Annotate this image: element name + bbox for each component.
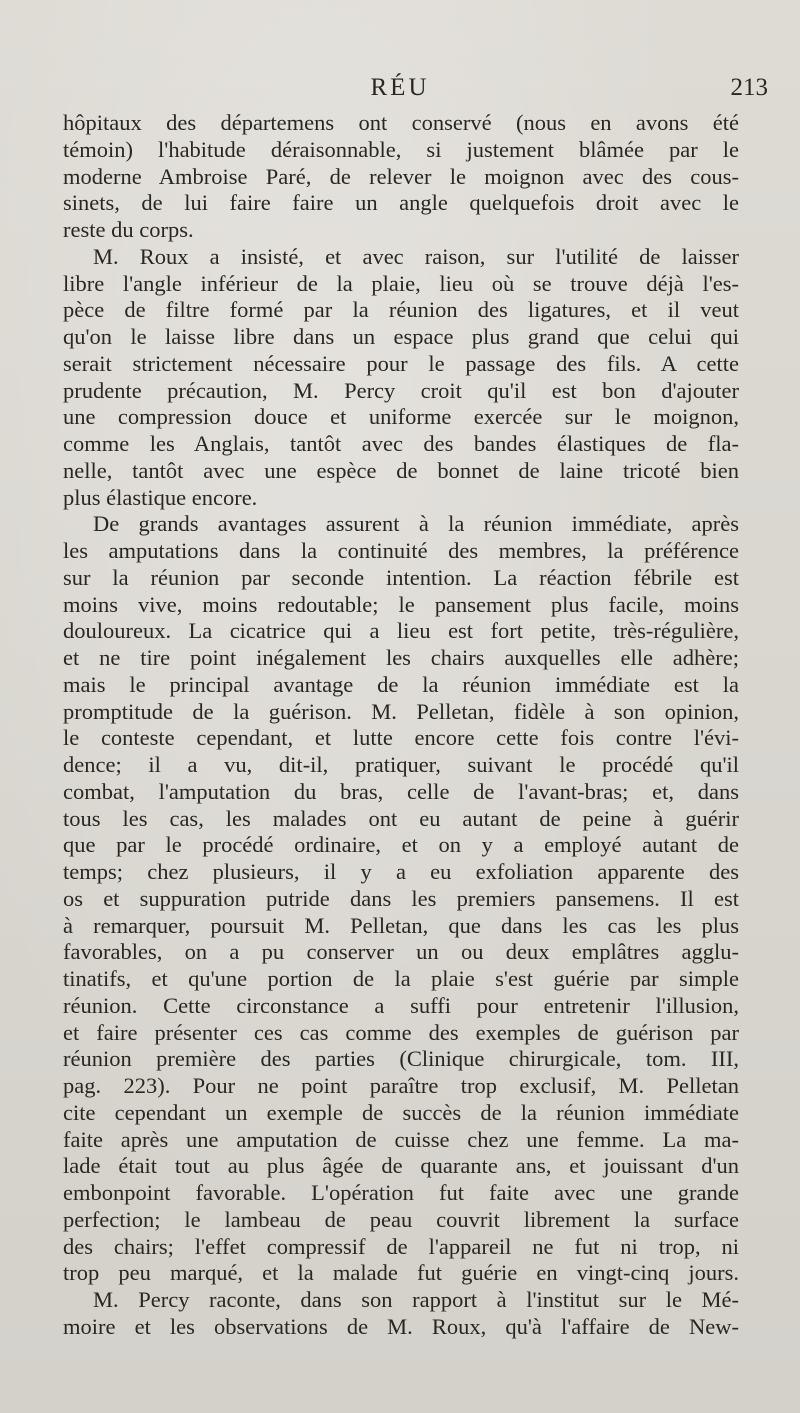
text-line: témoin) l'habitude déraisonnable, si justement blâmée par le xyxy=(63,136,739,162)
text-line: dence; il a vu, dit-il, pratiquer, suivant le procédé qu'il xyxy=(63,752,739,777)
text-line: tinatifs, et qu'une portion de la plaie s'est guérie par simple xyxy=(63,966,739,991)
text-line: des chairs; l'effet compressif de l'appareil ne fut ni trop, ni xyxy=(63,1233,739,1259)
text-line: mais le principal avantage de la réunion immédiate est la xyxy=(63,671,739,697)
text-line: cite cependant un exemple de succès de la réunion immédiate xyxy=(63,1099,739,1125)
text-line: une compression douce et uniforme exercée sur le moignon, xyxy=(63,404,739,430)
text-line: os et suppuration putride dans les premiers pansemens. Il est xyxy=(63,885,739,911)
text-line: De grands avantages assurent à la réunion immédiate, après xyxy=(93,511,739,537)
text-line: que par le procédé ordinaire, et on y a employé autant de xyxy=(63,832,739,858)
text-line: tous les cas, les malades ont eu autant de peine à guérir xyxy=(63,805,739,831)
text-line: moire et les observations de M. Roux, qu'à l'affaire de New- xyxy=(63,1313,739,1339)
body-text xyxy=(63,110,739,1341)
text-line: comme les Anglais, tantôt avec des bandes élastiques de fla- xyxy=(63,431,739,456)
text-line: pag. 223). Pour ne point paraître trop exclusif, M. Pelletan xyxy=(63,1073,739,1098)
text-line: perfection; le lambeau de peau couvrit librement la surface xyxy=(63,1206,739,1232)
text-line: et faire présenter ces cas comme des exemples de guérison par xyxy=(63,1019,739,1045)
text-line: réunion. Cette circonstance a suffi pour entretenir l'illusion, xyxy=(63,992,739,1018)
text-line: moderne Ambroise Paré, de relever le moignon avec des cous- xyxy=(63,163,739,189)
text-line: M. Roux a insisté, et avec raison, sur l'utilité de laisser xyxy=(93,243,739,269)
text-line: embonpoint favorable. L'opération fut faite avec une grande xyxy=(63,1180,739,1205)
text-line: prudente précaution, M. Percy croit qu'il est bon d'ajouter xyxy=(63,377,739,403)
text-line: pèce de filtre formé par la réunion des ligatures, et il veut xyxy=(63,297,739,323)
text-line: lade était tout au plus âgée de quarante ans, et jouissant d'un xyxy=(63,1153,739,1179)
text-line: plus élastique encore. xyxy=(63,484,258,510)
text-line: temps; chez plusieurs, il y a eu exfoliation apparente des xyxy=(63,859,739,884)
text-line: les amputations dans la continuité des membres, la préférence xyxy=(63,538,739,563)
page-header xyxy=(0,74,800,108)
text-line: serait strictement nécessaire pour le passage des fils. A cette xyxy=(63,350,739,376)
text-line: reste du corps. xyxy=(63,217,194,242)
text-line: trop peu marqué, et la malade fut guérie en vingt-cinq jours. xyxy=(63,1260,739,1286)
text-line: M. Percy raconte, dans son rapport à l'institut sur le Mé- xyxy=(93,1287,739,1312)
text-line: favorables, on a pu conserver un ou deux emplâtres agglu- xyxy=(63,939,739,965)
text-line: hôpitaux des départemens ont conservé (nous en avons été xyxy=(63,110,739,135)
text-line: combat, l'amputation du bras, celle de l'avant-bras; et, dans xyxy=(63,778,739,804)
text-line: et ne tire point inégalement les chairs auxquelles elle adhère; xyxy=(63,645,739,670)
text-line: faite après une amputation de cuisse chez une femme. La ma- xyxy=(63,1126,739,1152)
text-line: sinets, de lui faire faire un angle quelquefois droit avec le xyxy=(63,190,739,216)
text-line: promptitude de la guérison. M. Pelletan, fidèle à son opinion, xyxy=(63,698,739,724)
text-line: nelle, tantôt avec une espèce de bonnet de laine tricoté bien xyxy=(63,457,739,483)
page-number: 213 xyxy=(730,74,768,101)
text-line: sur la réunion par seconde intention. La réaction fébrile est xyxy=(63,564,739,590)
text-line: le conteste cependant, et lutte encore cette fois contre l'évi- xyxy=(63,725,739,751)
text-line: douloureux. La cicatrice qui a lieu est fort petite, très-régulière, xyxy=(63,618,739,644)
text-line: à remarquer, poursuit M. Pelletan, que dans les cas les plus xyxy=(63,912,739,938)
text-line: réunion première des parties (Clinique chirurgicale, tom. III, xyxy=(63,1046,739,1072)
text-line: qu'on le laisse libre dans un espace plus grand que celui qui xyxy=(63,324,739,349)
text-line: moins vive, moins redoutable; le pansement plus facile, moins xyxy=(63,591,739,617)
text-line: libre l'angle inférieur de la plaie, lieu où se trouve déjà l'es- xyxy=(63,270,739,296)
running-head: RÉU xyxy=(370,74,430,101)
